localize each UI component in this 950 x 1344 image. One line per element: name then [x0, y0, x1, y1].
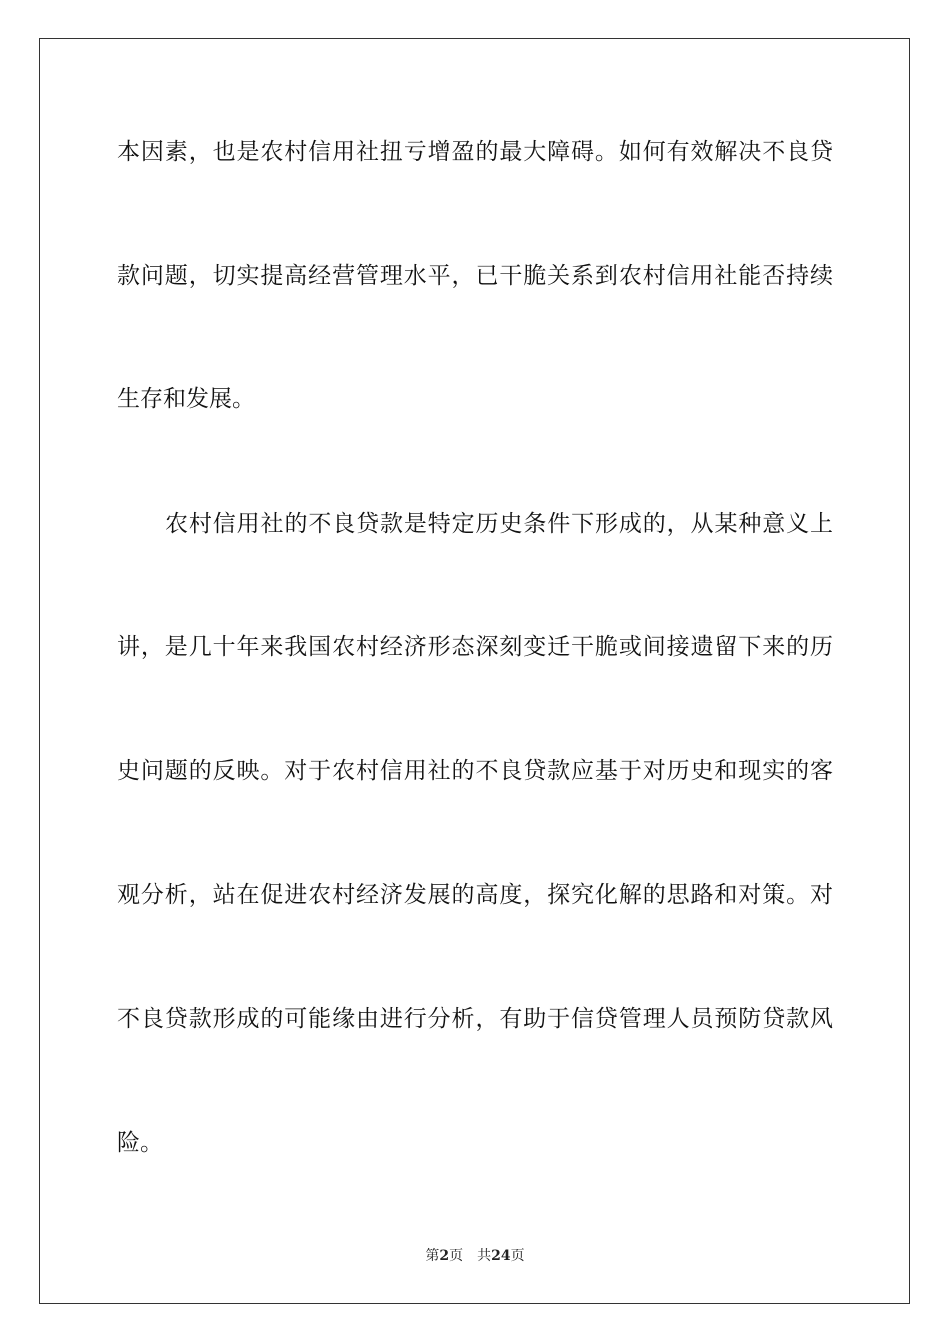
paragraph-line: 观分析，站在促进农村经济发展的高度，探究化解的思路和对策。对 — [117, 882, 833, 908]
paragraph-line: 不良贷款形成的可能缘由进行分析，有助于信贷管理人员预防贷款风 — [117, 1006, 833, 1032]
paragraph-line: 农村信用社的不良贷款是特定历史条件下形成的，从某种意义上 — [165, 511, 833, 537]
page-prefix: 第 — [425, 1248, 440, 1264]
page-suffix: 页 — [449, 1248, 464, 1264]
paragraph-line: 讲，是几十年来我国农村经济形态深刻变迁干脆或间接遗留下来的历 — [117, 634, 833, 660]
paragraph-line: 生存和发展。 — [117, 386, 255, 412]
total-suffix: 页 — [510, 1248, 525, 1264]
total-pages: 24 — [491, 1248, 511, 1264]
page-number: 2 — [439, 1248, 450, 1264]
total-prefix: 共 — [477, 1248, 492, 1264]
paragraph-line: 本因素，也是农村信用社扭亏增盈的最大障碍。如何有效解决不良贷 — [117, 139, 833, 165]
page-border — [39, 38, 910, 1304]
paragraph-line: 史问题的反映。对于农村信用社的不良贷款应基于对历史和现实的客 — [117, 758, 833, 784]
paragraph-line: 款问题，切实提高经营管理水平，已干脆关系到农村信用社能否持续 — [117, 263, 833, 289]
paragraph-line: 险。 — [117, 1130, 163, 1156]
page-footer — [0, 1247, 950, 1265]
